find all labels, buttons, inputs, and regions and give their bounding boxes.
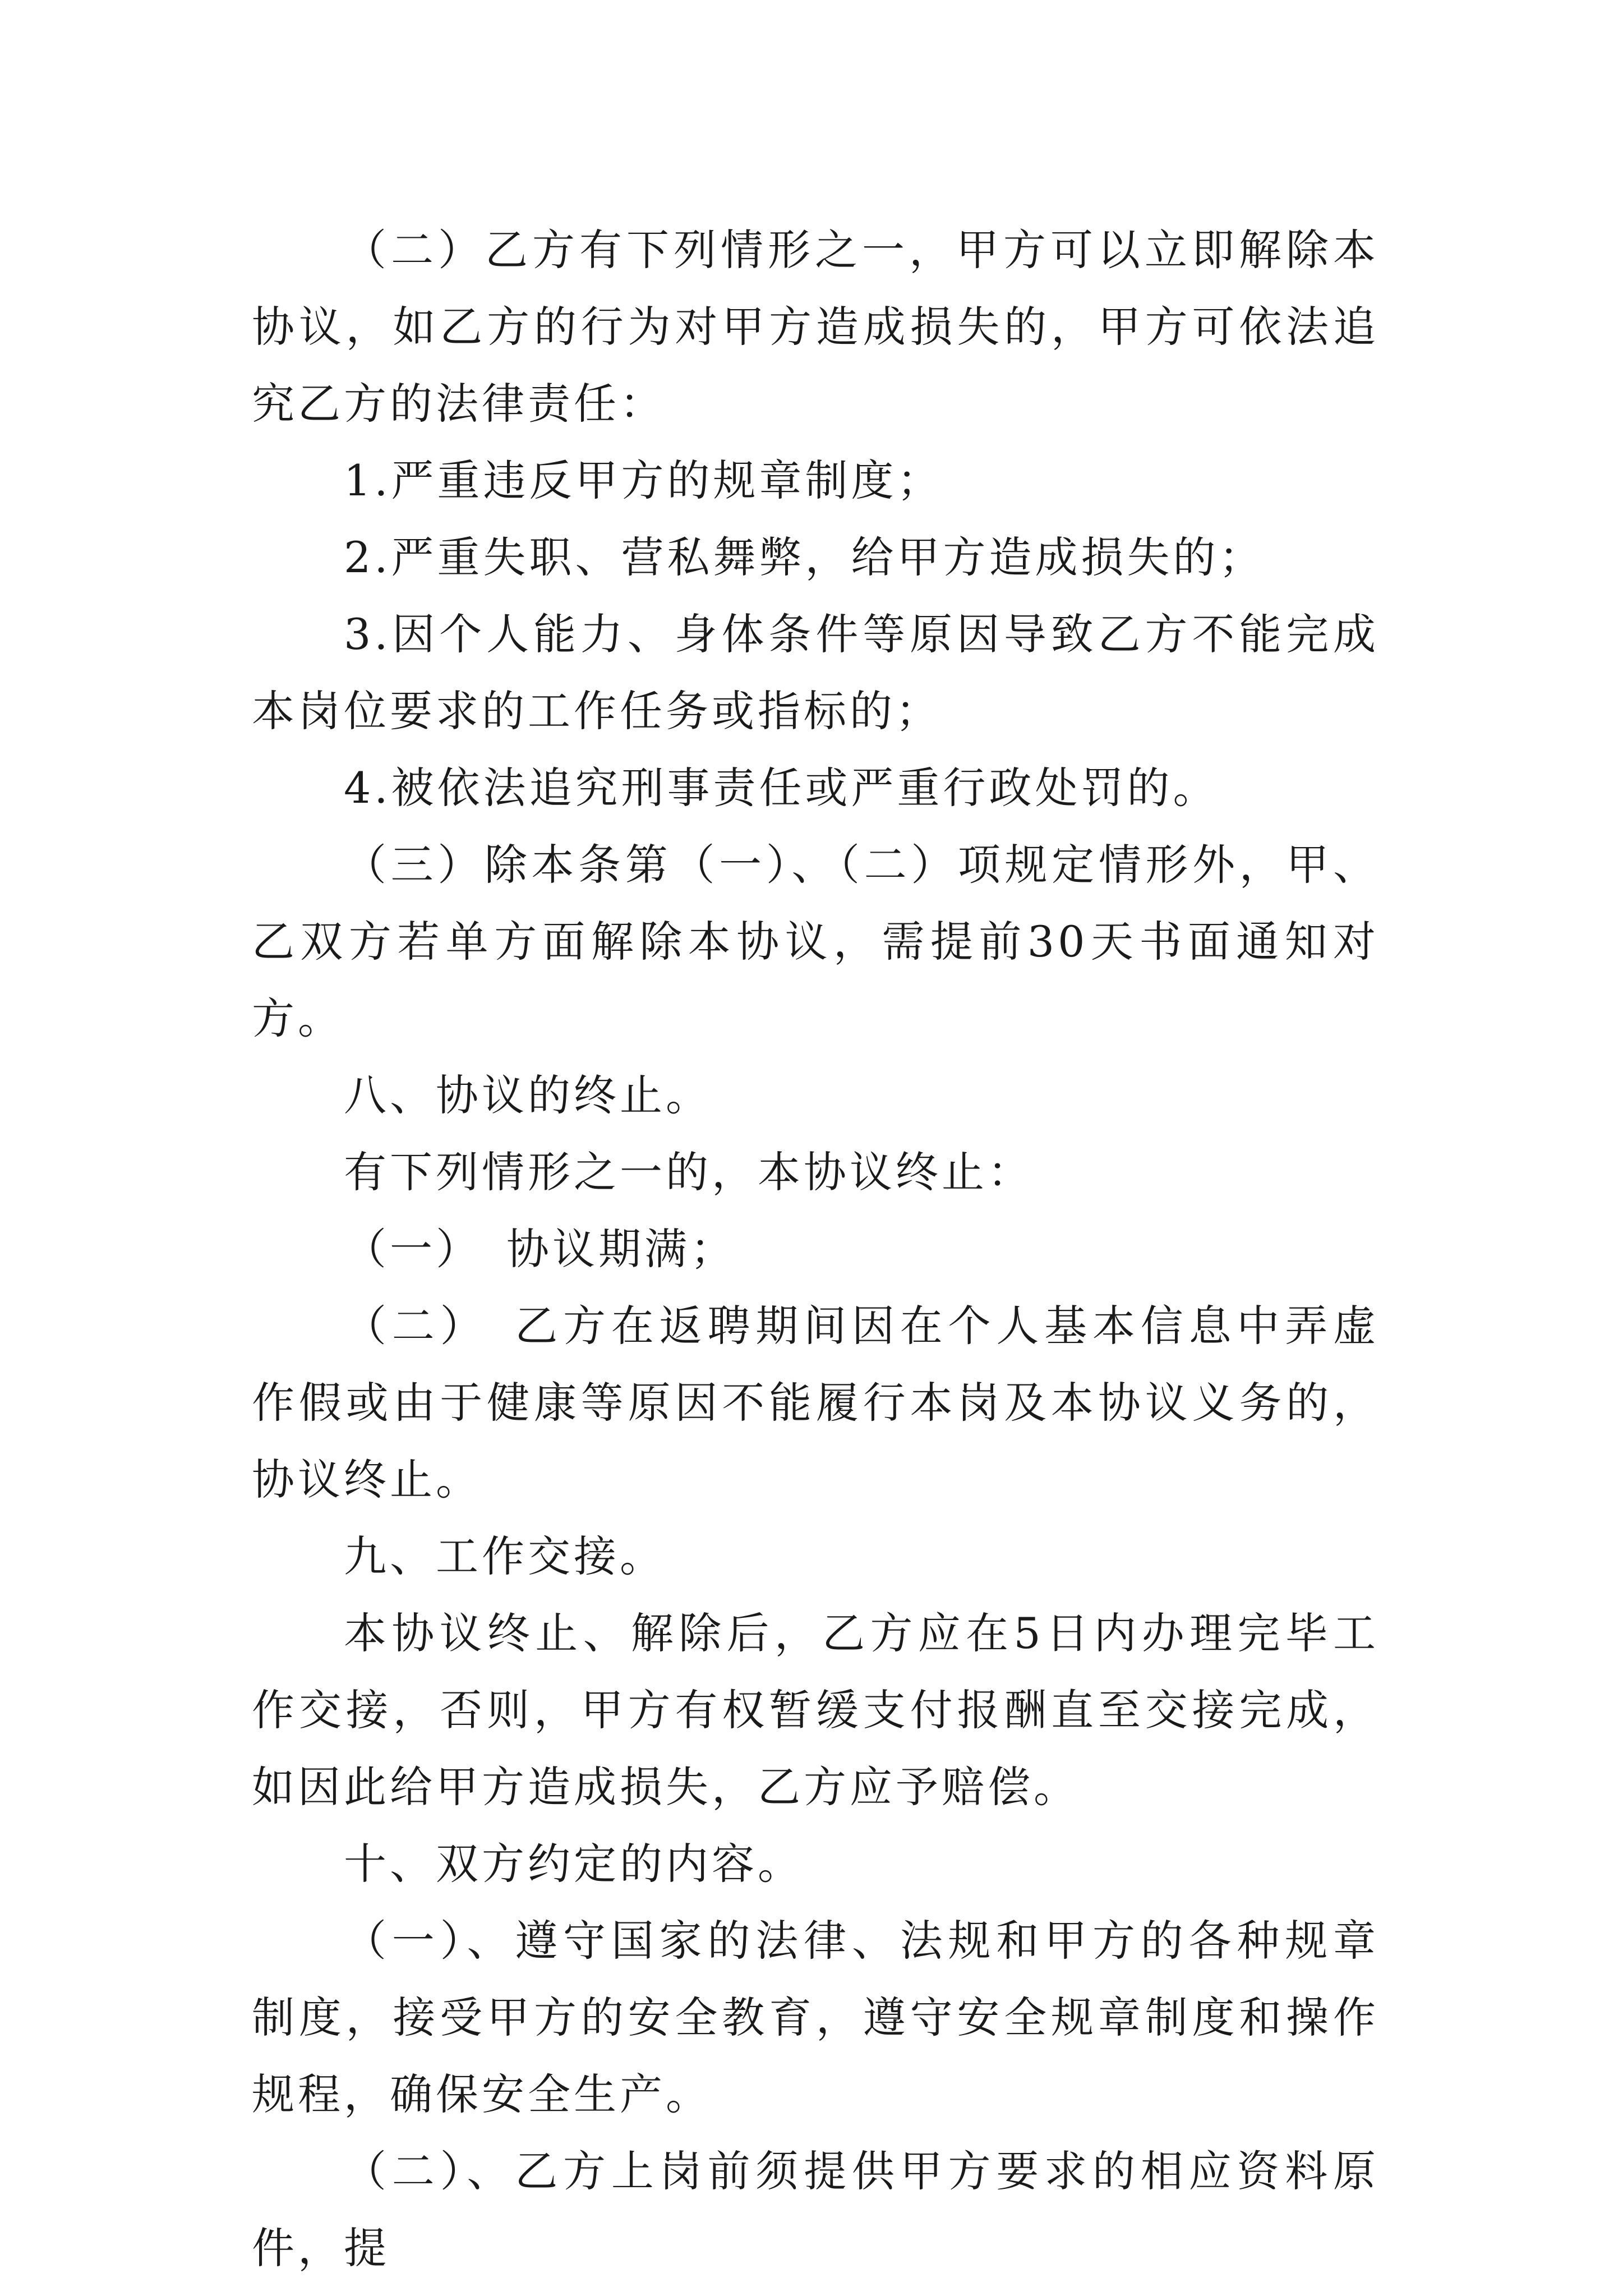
section-heading-agreed-content: 十、双方约定的内容。: [344, 1839, 804, 1889]
paragraph-termination-intro: 有下列情形之一的，本协议终止：: [344, 1147, 1034, 1197]
list-item-falsification: （二） 乙方在返聘期间因在个人基本信息中弄虚作假或由于健康等原因不能履行本岗及本协议义务的，协议终止。: [252, 1301, 1379, 1504]
section-heading-handover: 九、工作交接。: [344, 1531, 666, 1581]
paragraph-unilateral-termination: （三）除本条第（一）、（二）项规定情形外，甲、乙双方若单方面解除本协议，需提前30天书面通知对方。: [252, 840, 1379, 1043]
paragraph-documents: （二）、乙方上岗前须提供甲方要求的相应资料原件，提: [252, 2146, 1379, 2273]
list-item-penalty: 4.被依法追究刑事责任或严重行政处罚的。: [344, 763, 1219, 813]
list-item-rule-violation: 1.严重违反甲方的规章制度；: [344, 455, 943, 505]
list-item-inability: 3.因个人能力、身体条件等原因导致乙方不能完成本岗位要求的工作任务或指标的；: [252, 609, 1379, 736]
paragraph-termination-conditions: （二）乙方有下列情形之一，甲方可以立即解除本协议，如乙方的行为对甲方造成损失的，甲方可依法追究乙方的法律责任：: [252, 225, 1379, 429]
list-item-misconduct: 2.严重失职、营私舞弊，给甲方造成损失的；: [344, 532, 1265, 582]
paragraph-compliance: （一）、遵守国家的法律、法规和甲方的各种规章制度，接受甲方的安全教育，遵守安全规章制度和操作规程，确保安全生产。: [252, 1916, 1379, 2119]
section-heading-termination: 八、协议的终止。: [344, 1070, 712, 1120]
paragraph-handover: 本协议终止、解除后，乙方应在5日内办理完毕工作交接，否则，甲方有权暂缓支付报酬直至交接完成，如因此给甲方造成损失，乙方应予赔偿。: [252, 1608, 1379, 1812]
list-item-expiry: （一） 协议期满；: [344, 1224, 736, 1274]
document-body: [252, 211, 1379, 2286]
